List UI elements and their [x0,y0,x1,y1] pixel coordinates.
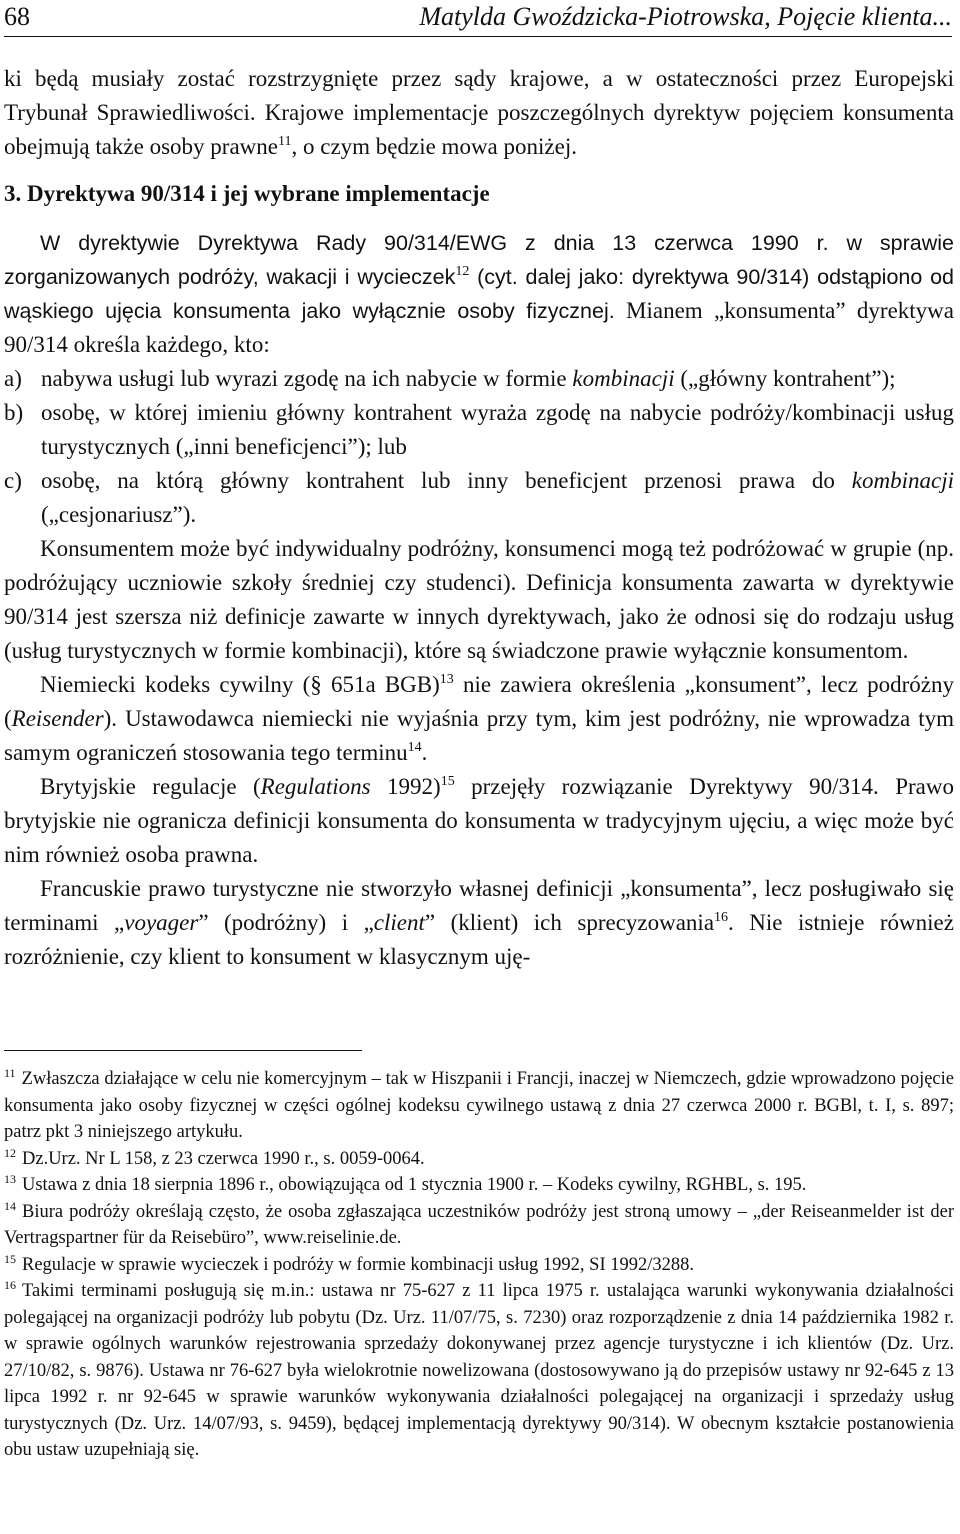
text-span: ” (podróżny) i „ [198,910,374,935]
footnote-ref: 15 [440,774,455,789]
text-span: W dyrektywie Dyrektywa Rady 90/314/EWG z dnia 13 czerwca 1990 r. w sprawie zorganizowanych podróży, wakacji i wycieczek [4,231,954,289]
footnote-number: 15 [4,1251,16,1266]
footnote-number: 12 [4,1145,16,1160]
text-span: , o czym będzie mowa poniżej. [291,134,577,159]
text-span: ” (klient) ich sprecyzowania [424,910,715,935]
list-item [4,362,954,396]
italic-term: kombinacji [851,468,954,493]
paragraph [4,770,954,872]
text-span: . [421,740,428,765]
list-text [41,362,954,396]
footnote-ref: 12 [455,264,470,279]
footnote-ref: 16 [714,910,729,925]
italic-term: client [373,910,425,935]
italic-term: kombinacji [572,366,675,391]
footnote-text: Dz.Urz. Nr L 158, z 23 czerwca 1990 r., s. 0059-0064. [22,1148,425,1169]
footnote-ref: 11 [278,134,292,149]
list-label: c) [4,468,22,493]
footnote-text: Takimi terminami posługują się m.in.: ustawa nr 75-627 z 11 lipca 1975 r. ustalająca warunki wykonywania działalności polegającej na organizacji podróży lub pobytu (Dz. Urz. 11/07/75, s. 7230) oraz rozporządzenie z dnia 14 października 1982 r. w sprawie ogólnych warunków rejestrowania sprzedaży dokonywanej przez agencje turystyczne i ich klientów (Dz. Urz. 27/10/82, s. 9876). Ustawa nr 76-627 była wielokrotnie nowelizowana (dostosowywano ją do przepisów ustawy nr 92-645 z 13 lipca 1992 r. nr 92-645 w sprawie warunków wykonywania działalności polegającej na organizacji i sprzedaży usług turystycznych (Dz. Urz. 14/07/93, s. 9459), będącej implementacją dyrektywy 90/314). W obecnym kształcie postanowienia obu ustaw uzupełniają się. [4,1281,954,1460]
footnote-ref: 13 [439,672,454,687]
text-span: osobę, na którą główny kontrahent lub inny beneficjent przenosi prawa do [41,468,852,493]
text-span: (cyt. dalej jako: dyrektywa 90/314) odstąpiono od wąskiego ujęcia konsumenta jako wyłącznie osoby fizycznej. [4,265,955,323]
footnote-number: 16 [4,1278,16,1292]
footnote [4,1172,954,1199]
list-label: b) [4,400,24,425]
text-span: Niemiecki kodeks cywilny (§ 651a BGB) [40,672,440,697]
footnote-text: Ustawa z dnia 18 sierpnia 1896 r., obowiązująca od 1 stycznia 1900 r. – Kodeks cywilny, RGHBL, s. 195. [22,1175,807,1195]
text-span: Mianem „konsumenta” dyrektywa 90/314 określa każdego, kto: [4,298,954,357]
italic-term: voyager [124,910,199,935]
text-span: Brytyjskie regulacje ( [40,774,261,799]
footnote [4,1146,954,1173]
text-span: ki będą musiały zostać rozstrzygnięte przez sądy krajowe, a w ostateczności przez Europejski Trybunał Sprawiedliwości. Krajowe implementacje poszczególnych dyrektyw pojęciem konsumenta obejmują także osoby prawne [4,66,954,159]
italic-term: Reisender [11,706,104,731]
text-span: nabywa usługi lub wyrazi zgodę na ich nabycie w formie [41,366,573,391]
footnote [4,1066,954,1146]
list-text: osobę, w której imieniu główny kontrahent wyraża zgodę na nabycie podróży/kombinacji usług turystycznych („inni beneficjenci”); lub [41,400,954,459]
footnote-text: Biura podróży określają często, że osoba zgłaszająca uczestników podróży jest stroną umowy – „der Reiseanmelder ist der Vertragspartner für da Reisebüro”, www.reiselinie.de. [4,1201,954,1248]
italic-term: Regulations [260,774,371,799]
footnote [4,1278,954,1464]
text-span: Francuskie prawo turystyczne nie stworzyło własnej definicji „konsumenta”, lecz posługiwało się terminami „ [4,876,954,935]
page-header [4,2,952,37]
text-span: nie zawiera określenia „konsument”, lecz podróżny ( [4,672,954,731]
paragraph [4,872,954,974]
footnotes [4,1066,954,1464]
footnote-number: 11 [4,1066,16,1080]
text-span: („cesjonariusz”). [41,502,197,527]
text-span: przejęły rozwiązanie Dyrektywy 90/314. Prawo brytyjskie nie ogranicza definicji konsumenta do konsumenta w tradycyjnym ujęciu, a więc może być nim również osoba prawna. [4,774,954,867]
footnote-text: Zwłaszcza działające w celu nie komercyjnym – tak w Hiszpanii i Francji, inaczej w Niemczech, gdzie wprowadzono pojęcie konsumenta jako osoby fizycznej w części ogólnej kodeksu cywilnego ustawą z dnia 27 czerwca 2000 r. BGBl, t. I, s. 897; patrz pkt 3 niniejszego artykułu. [4,1069,954,1142]
running-title: Matylda Gwoździcka-Piotrowska, Pojęcie klienta... [419,2,952,31]
text-span: ). Ustawodawca niemiecki nie wyjaśnia przy tym, kim jest podróżny, nie wprowadza tym samym ograniczeń stosowania tego terminu [4,706,954,765]
list-item [4,464,954,532]
text-span: („główny kontrahent”); [674,366,896,391]
main-text [4,62,954,974]
paragraph: Konsumentem może być indywidualny podróżny, konsumenci mogą też podróżować w grupie (np. podróżujący uczniowie szkoły średniej czy studenci). Definicja konsumenta zawarta w dyrektywie 90/314 jest szersza niż definicje zawarte w innych dyrektywach, jako że odnosi się do rodzaju usług (usług turystycznych w formie kombinacji), które są świadczone prawie wyłącznie konsumentom. [4,536,954,663]
list-item [4,396,954,464]
footnote-separator [4,1050,362,1051]
text-span: 1992) [370,774,441,799]
footnote-text: Regulacje w sprawie wycieczek i podróży w formie kombinacji usług 1992, SI 1992/3288. [22,1254,695,1275]
section-heading: 3. Dyrektywa 90/314 i jej wybrane implementacje [4,181,490,206]
footnote [4,1252,954,1279]
list-text [41,464,954,532]
page-number: 68 [4,2,30,31]
paragraph [4,62,954,164]
footnote-number: 14 [4,1198,16,1213]
footnote-ref: 14 [407,740,422,755]
list-label: a) [4,366,22,391]
footnote-number: 13 [4,1172,16,1186]
paragraph [4,226,954,362]
paragraph [4,668,954,770]
footnote [4,1199,954,1252]
text-span: . Nie istnieje również rozróżnienie, czy klient to konsument w klasycznym uję- [4,910,954,969]
